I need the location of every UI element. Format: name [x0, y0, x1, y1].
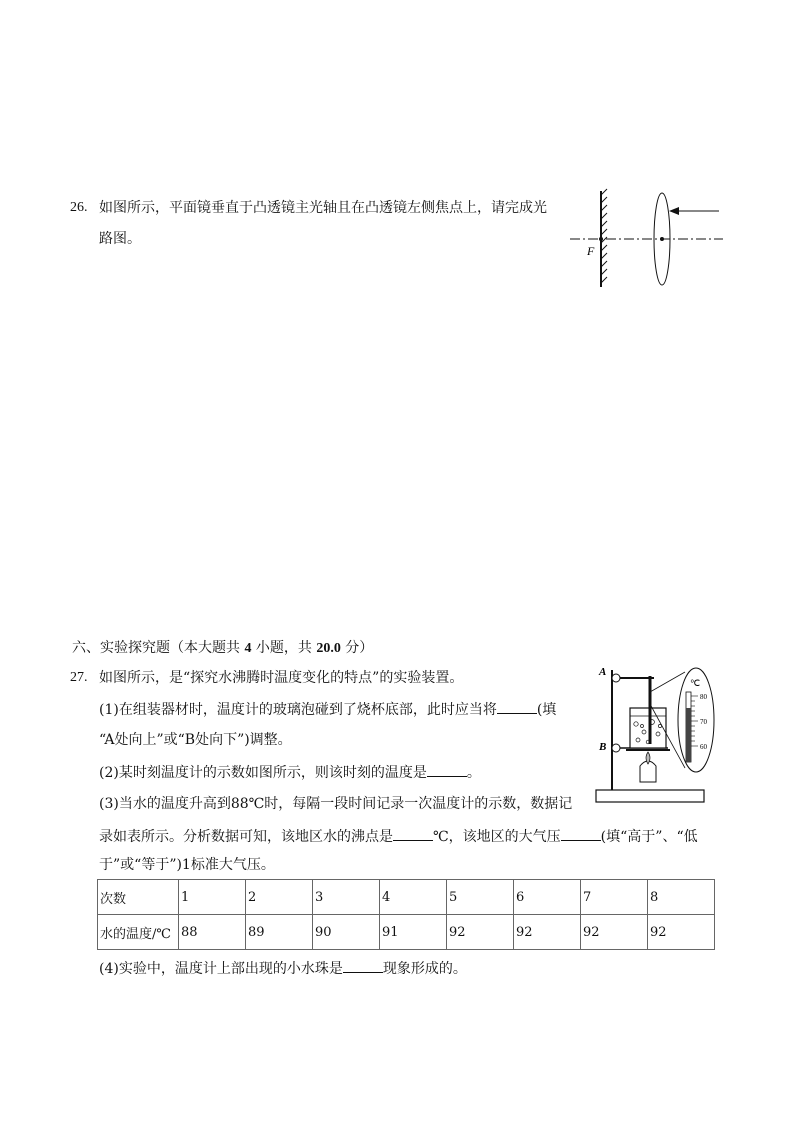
mercury-column	[686, 708, 691, 762]
question-27-part1-line1	[99, 699, 556, 720]
question-27-part4	[99, 958, 467, 979]
part3-text-b: 录如表所示。分析数据可知，该地区水的沸点是	[99, 829, 393, 845]
section-title-post: 分）	[340, 640, 374, 656]
table-cell: 4	[380, 880, 447, 915]
part4-text-a: (4)实验中，温度计上部出现的小水珠是	[99, 961, 343, 977]
part1-text-a: (1)在组装器材时，温度计的玻璃泡碰到了烧杯底部，此时应当将	[99, 702, 497, 718]
part2-text-a: (2)某时刻温度计的示数如图所示，则该时刻的温度是	[99, 765, 427, 781]
question-27-part3-line1: (3)当水的温度升高到88℃时，每隔一段时间记录一次温度计的示数，数据记	[99, 796, 573, 812]
section-title-mid: 小题，共	[251, 640, 317, 656]
section-title-pre: 六、实验探究题（本大题共	[72, 640, 245, 656]
scale-unit: ℃	[690, 678, 701, 688]
table-cell: 88	[179, 915, 246, 950]
scale-label-80: 80	[700, 693, 707, 701]
temperature-table	[97, 879, 715, 950]
section-title	[72, 638, 373, 659]
table-row	[98, 880, 715, 915]
table-cell: 8	[648, 880, 715, 915]
part2-text-b: 。	[466, 765, 481, 781]
focus-label: F	[587, 244, 595, 258]
ray-arrowhead	[669, 207, 679, 215]
flame	[646, 752, 650, 764]
part3-text-c: ℃，该地区的大气压	[433, 829, 561, 845]
question-27-intro: 如图所示，是“探究水沸腾时温度变化的特点”的实验装置。	[99, 670, 464, 686]
table-cell: 92	[648, 915, 715, 950]
question-26-text-line2: 路图。	[99, 231, 141, 247]
question-26-text-line1: 如图所示，平面镜垂直于凸透镜主光轴且在凸透镜左侧焦点上，请完成光	[99, 200, 547, 216]
optical-center	[660, 237, 664, 241]
table-header-cell: 次数	[98, 880, 179, 915]
question-27-part3-line2	[99, 826, 698, 847]
part3-text-d: (填“高于”、“低	[600, 829, 698, 845]
beaker	[630, 708, 666, 748]
table-header-cell: 水的温度/℃	[98, 915, 179, 950]
table-cell: 2	[246, 880, 313, 915]
answer-blank-4[interactable]	[561, 826, 601, 841]
lens-mirror-figure	[565, 185, 730, 293]
stand-base	[596, 790, 704, 802]
question-number-26: 26.	[70, 200, 88, 215]
answer-blank-5[interactable]	[343, 958, 383, 973]
answer-blank-1[interactable]	[497, 699, 537, 714]
table-cell: 92	[447, 915, 514, 950]
scale-label-60: 60	[700, 743, 707, 751]
table-cell: 6	[514, 880, 581, 915]
table-cell: 5	[447, 880, 514, 915]
table-cell: 92	[581, 915, 648, 950]
callout-line-top	[650, 672, 685, 692]
part4-text-b: 现象形成的。	[382, 961, 467, 977]
table-cell: 1	[179, 880, 246, 915]
part1-text-b: (填	[536, 702, 557, 718]
table-cell: 7	[581, 880, 648, 915]
question-number-27: 27.	[70, 670, 88, 685]
table-row	[98, 915, 715, 950]
question-27-part1-line2: “A处向上”或“B处向下”)调整。	[99, 732, 292, 748]
table-cell: 91	[380, 915, 447, 950]
question-27-part2	[99, 762, 481, 783]
label-b: B	[599, 741, 607, 753]
answer-blank-2[interactable]	[427, 762, 467, 777]
table-cell: 92	[514, 915, 581, 950]
clamp-a	[612, 674, 620, 682]
clamp-b	[612, 744, 620, 752]
section-question-count: 4	[244, 641, 252, 656]
label-a: A	[599, 666, 607, 678]
table-cell: 90	[313, 915, 380, 950]
table-cell: 3	[313, 880, 380, 915]
question-27-part3-line3: 于”或“等于”)1标准大气压。	[99, 857, 275, 873]
section-score: 20.0	[316, 641, 341, 656]
boiling-apparatus-figure	[590, 662, 720, 810]
scale-label-70: 70	[700, 718, 707, 726]
focus-point	[599, 237, 603, 241]
answer-blank-3[interactable]	[393, 826, 433, 841]
table-cell: 89	[246, 915, 313, 950]
